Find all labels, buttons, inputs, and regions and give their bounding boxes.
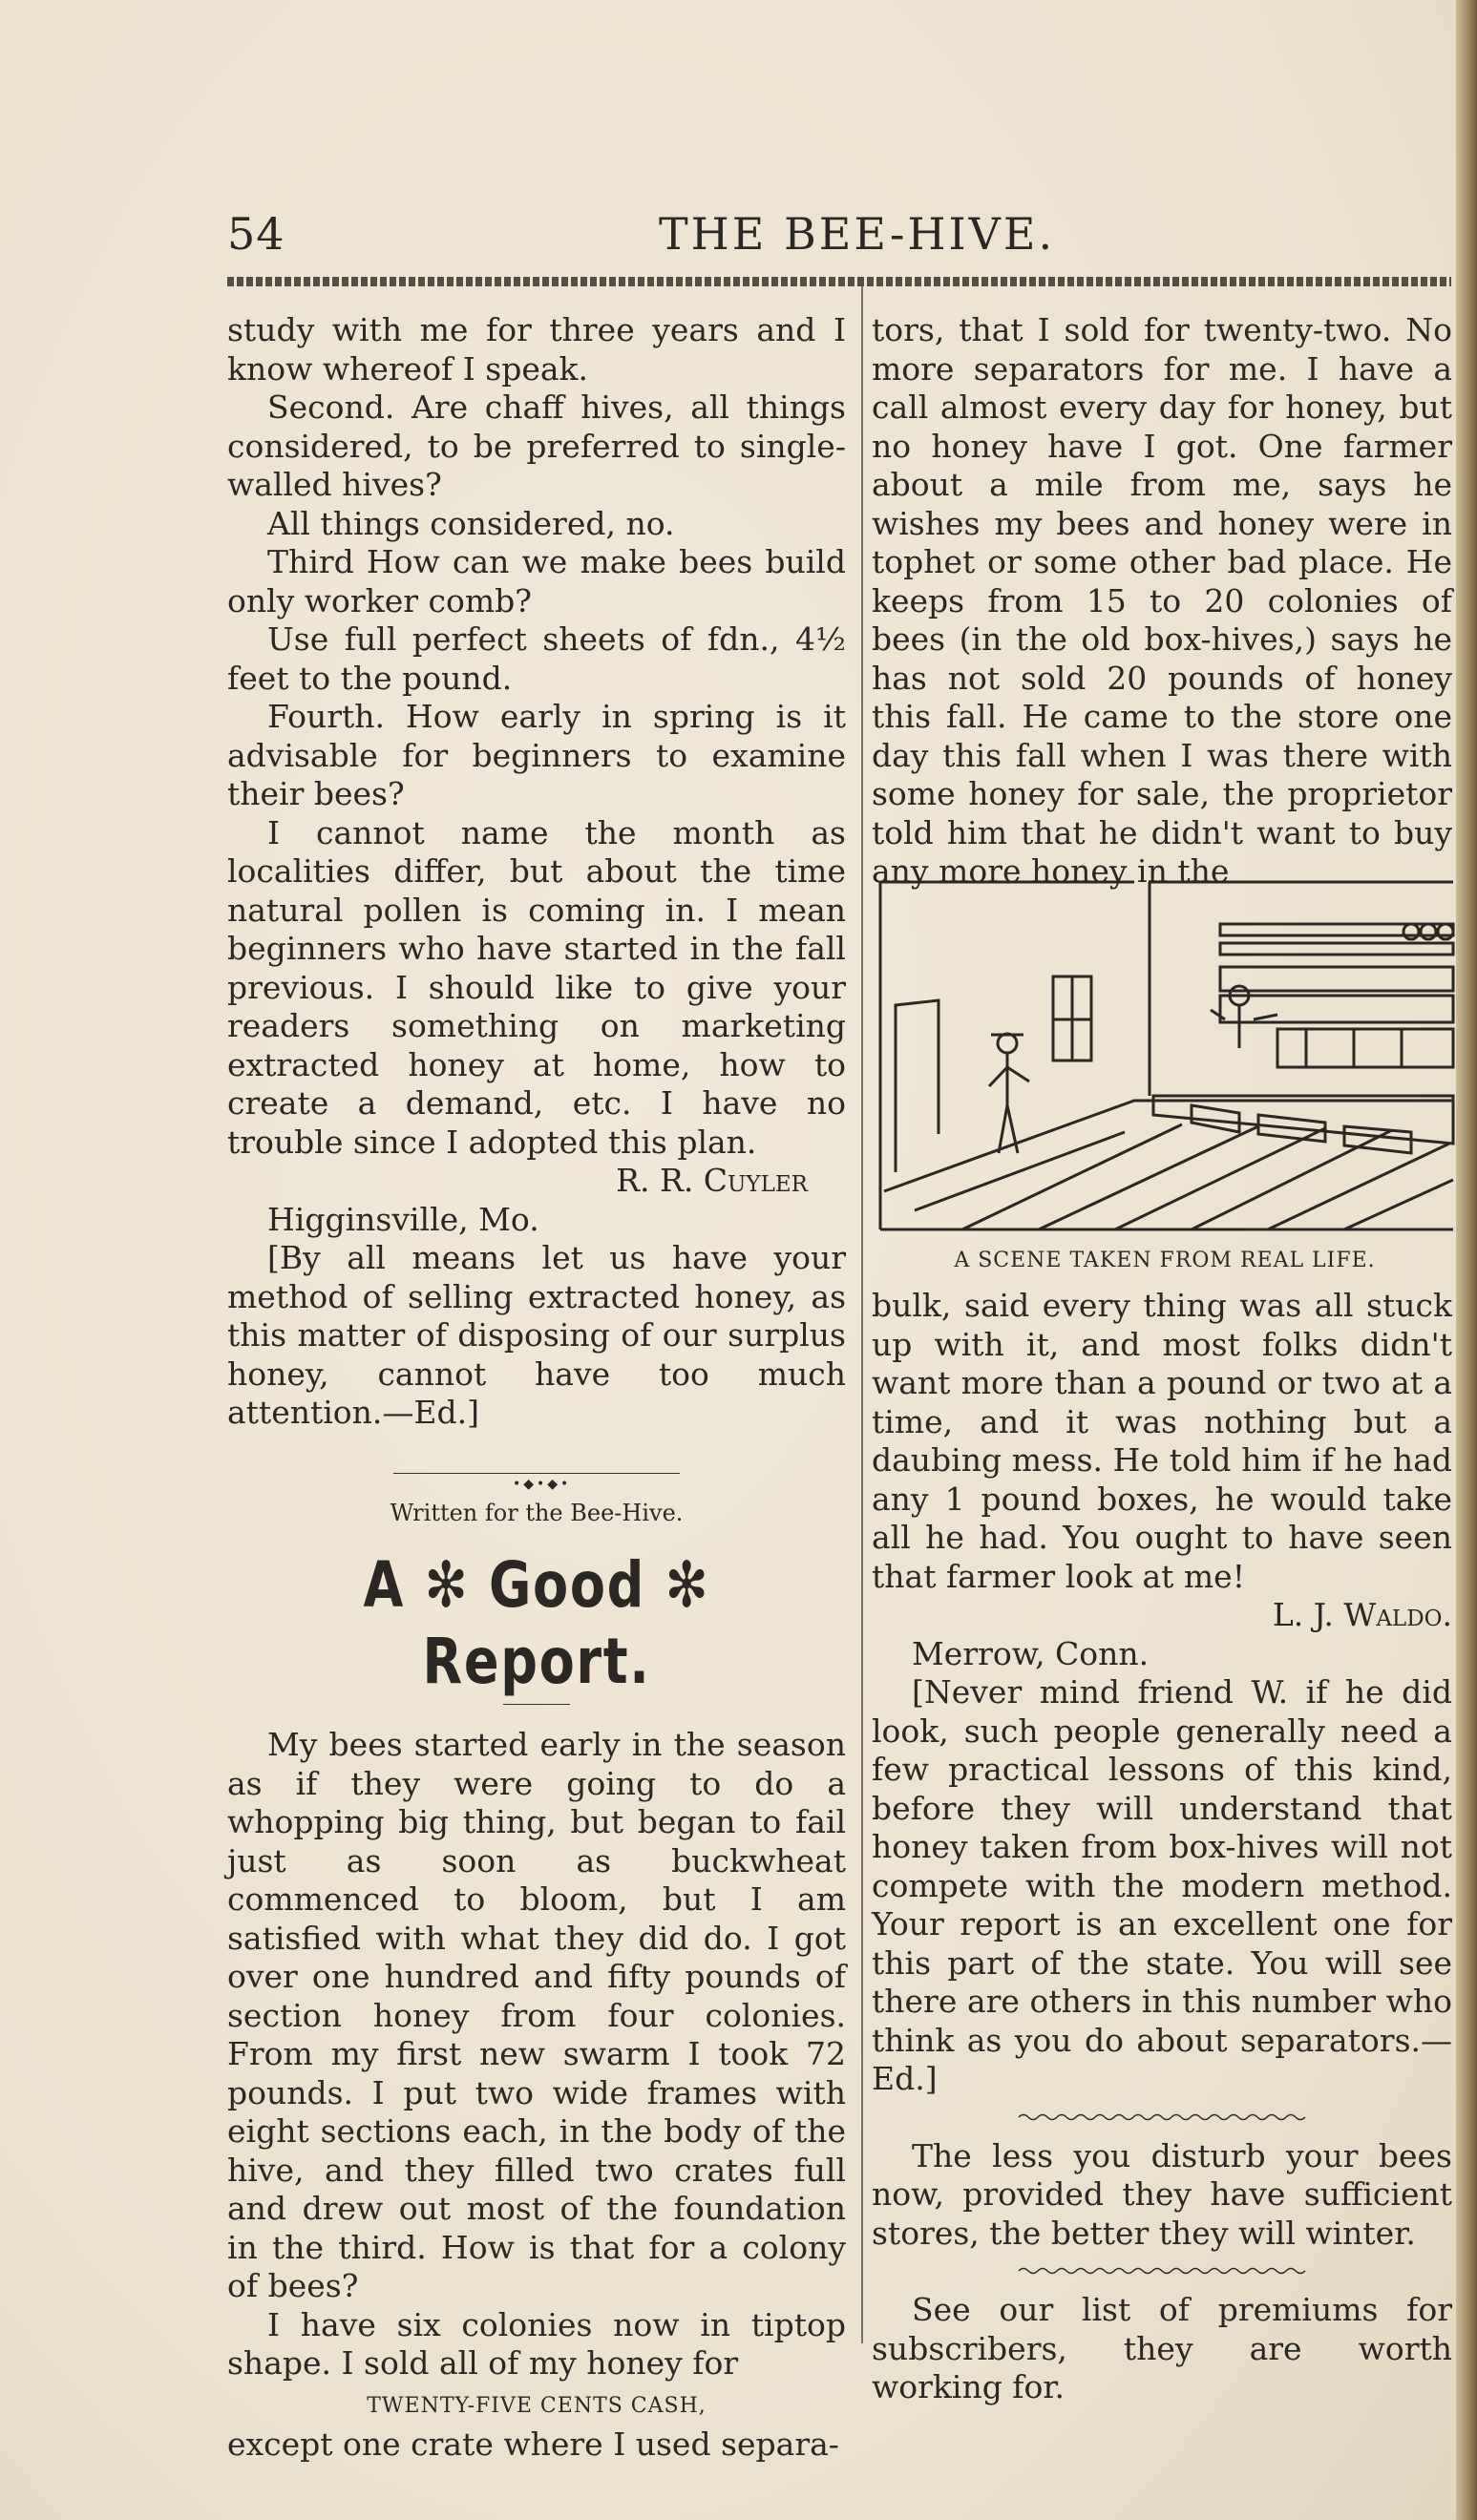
editor-note: [Never mind friend W. if he did look, such people generally need a few practical lessons of this kind, before they will understand that honey taken from box-hives will not compete with the modern method. Your report is an excellent one for this part of the state. You will see there are others in this number who think as you do about separators.—Ed.] <box>872 1673 1452 2097</box>
editor-note: [By all means let us have your method of selling extracted honey, as this matter of disposing of our surplus honey, cannot have too much attention.—Ed.] <box>227 1239 846 1431</box>
header-rule <box>227 277 1451 286</box>
paragraph: My bees started early in the season as if they were going to do a whopping big thing, but began to fail just as soon as buckwheat commenced to bloom, but I am satisfied with what they did do. I got over one hundred and fifty pounds of section honey from four colonies. From my first new swarm I took 72 pounds. I put two wide frames with eight sections each, in the body of the hive, and they filled two crates full and drew out most of the foundation in the third. How is that for a colony of bees? <box>227 1726 846 2304</box>
page-number: 54 <box>227 208 285 260</box>
signature: L. J. Waldo. <box>1272 1596 1452 1633</box>
ornament-rule: •◆•◆• <box>393 1471 680 1477</box>
paragraph: tors, that I sold for twenty-two. No more separators for me. I have a call almost every day for honey, but no honey have I got. One farmer about a mile from me, says he wishes my bees and honey were in tophet or some other bad place. He keeps from 15 to 20 colonies of bees (in the old box-hives,) says he has not sold 20 pounds of honey this fall. He came to the store one day this fall when I was there with some honey for sale, the proprietor told him that he didn't want to buy any more honey in the <box>872 311 1452 890</box>
illustration-caption: A SCENE TAKEN FROM REAL LIFE. <box>954 1249 1376 1272</box>
paragraph: Third How can we make bees build only worker comb? <box>227 543 846 620</box>
column-divider <box>861 286 863 2343</box>
right-column-lower <box>872 1287 1452 2407</box>
page-edge <box>1456 0 1477 2520</box>
dateline: Higginsville, Mo. <box>267 1200 539 1238</box>
illustration-store-scene <box>876 876 1453 1237</box>
article-heading: A ✻ Good ✻ Report. <box>363 1548 710 1698</box>
price-line: TWENTY-FIVE CENTS CASH, <box>367 2393 707 2418</box>
paragraph: Use full perfect sheets of fdn., 4½ feet to the pound. <box>227 620 846 697</box>
paragraph: I have six colonies now in tiptop shape. I sold all of my honey for <box>227 2305 846 2382</box>
paragraph: See our list of premiums for subscribers, they are worth working for. <box>872 2291 1452 2405</box>
paragraph: All things considered, no. <box>267 504 675 542</box>
paragraph: The less you disturb your bees now, provided they have sufficient stores, the better they will winter. <box>872 2136 1452 2252</box>
paragraph: except one crate where I used separa- <box>227 2426 839 2463</box>
wavy-rule <box>1019 2112 1305 2122</box>
dateline: Merrow, Conn. <box>912 1634 1150 1672</box>
wavy-rule <box>1019 2266 1305 2276</box>
heading-rule <box>503 1704 570 1705</box>
paragraph: bulk, said every thing was all stuck up with it, and most folks didn't want more than a pound or two at a time, and it was nothing but a daubing mess. He told him if he had any 1 pound boxes, he would take all he had. You ought to have seen that farmer look at me! <box>872 1287 1452 1595</box>
paragraph: Fourth. How early in spring is it advisable for beginners to examine their bees? <box>227 698 846 812</box>
paragraph: Second. Are chaff hives, all things considered, to be preferred to single-walled hives? <box>227 388 846 503</box>
byline: Written for the Bee-Hive. <box>390 1499 684 1526</box>
left-column <box>227 311 846 2465</box>
signature: R. R. Cuyler <box>616 1162 808 1199</box>
paragraph: study with me for three years and I know whereof I speak. <box>227 311 846 388</box>
page-title: THE BEE-HIVE. <box>659 208 1056 260</box>
right-column <box>872 311 1452 890</box>
paragraph: I cannot name the month as localities differ, but about the time natural pollen is coming in. I mean beginners who have started in the fall previous. I should like to give your readers something on marketing extracted honey at home, how to create a demand, etc. I have no trouble since I adopted this plan. <box>227 813 846 1161</box>
